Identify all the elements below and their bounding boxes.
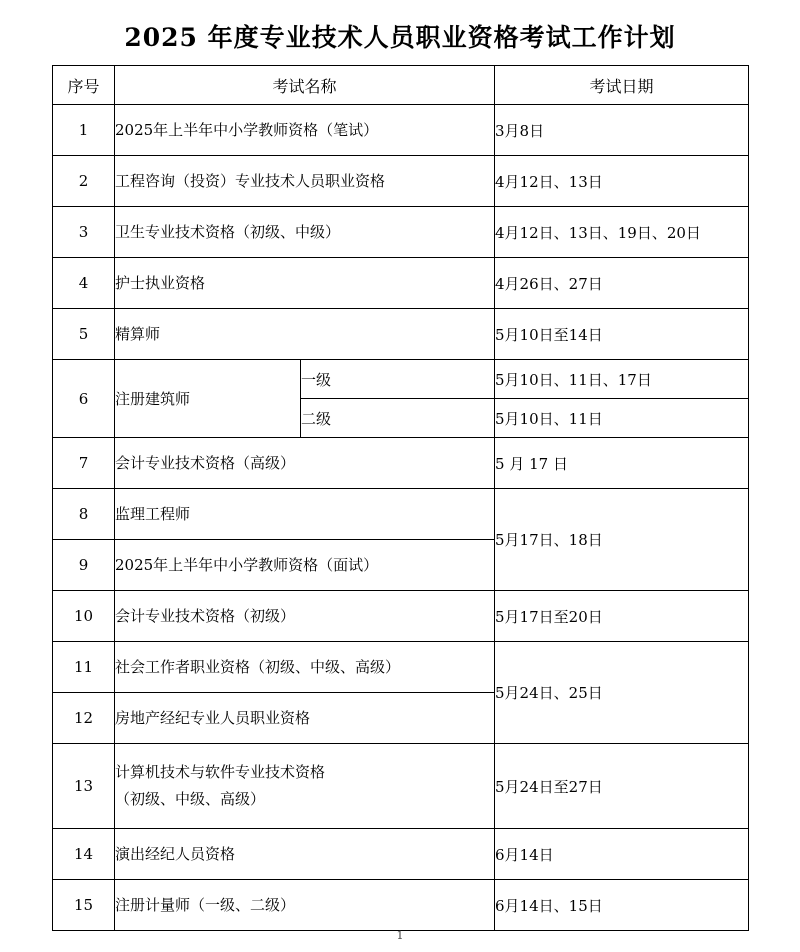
row-exam-name: 2025年上半年中小学教师资格（面试） — [115, 540, 495, 591]
row-no: 3 — [53, 207, 115, 258]
row-exam-date: 5月24日至27日 — [495, 744, 749, 829]
table-row — [53, 438, 749, 489]
row-exam-date: 5月17日至20日 — [495, 591, 749, 642]
row-exam-name — [115, 744, 495, 829]
row-exam-name: 房地产经纪专业人员职业资格 — [115, 693, 495, 744]
row-exam-name: 社会工作者职业资格（初级、中级、高级） — [115, 642, 495, 693]
row-exam-date: 4月12日、13日 — [495, 156, 749, 207]
column-header-no: 序号 — [53, 66, 115, 105]
row-no: 12 — [53, 693, 115, 744]
table-row — [53, 642, 749, 693]
row-exam-date: 6月14日、15日 — [495, 880, 749, 931]
row-exam-subcategory: 一级 — [301, 360, 495, 399]
row-no: 1 — [53, 105, 115, 156]
row-exam-date: 5 月 17 日 — [495, 438, 749, 489]
row-exam-name-line2: （初级、中级、高级） — [115, 790, 266, 809]
row-exam-date: 5月17日、18日 — [495, 489, 749, 591]
row-exam-name-line1: 计算机技术与软件专业技术资格 — [115, 762, 326, 781]
row-exam-date: 5月10日、11日 — [495, 399, 749, 438]
row-no: 6 — [53, 360, 115, 438]
row-no: 14 — [53, 829, 115, 880]
row-no: 11 — [53, 642, 115, 693]
column-header-name: 考试名称 — [115, 66, 495, 105]
row-exam-name: 会计专业技术资格（高级） — [115, 438, 495, 489]
exam-schedule-table — [52, 65, 749, 931]
row-exam-date: 4月12日、13日、19日、20日 — [495, 207, 749, 258]
row-exam-subcategory: 二级 — [301, 399, 495, 438]
row-no: 13 — [53, 744, 115, 829]
table-header-row — [53, 66, 749, 105]
row-no: 7 — [53, 438, 115, 489]
row-exam-name: 注册计量师（一级、二级） — [115, 880, 495, 931]
table-row — [53, 207, 749, 258]
page-title: 2025 年度专业技术人员职业资格考试工作计划 — [124, 23, 676, 52]
table-row — [53, 309, 749, 360]
table-row — [53, 829, 749, 880]
row-exam-name: 2025年上半年中小学教师资格（笔试） — [115, 105, 495, 156]
column-header-date: 考试日期 — [495, 66, 749, 105]
row-no: 5 — [53, 309, 115, 360]
table-row — [53, 360, 749, 399]
table-row — [53, 489, 749, 540]
row-exam-name: 会计专业技术资格（初级） — [115, 591, 495, 642]
row-no: 8 — [53, 489, 115, 540]
table-row — [53, 156, 749, 207]
row-exam-name: 工程咨询（投资）专业技术人员职业资格 — [115, 156, 495, 207]
row-exam-name: 演出经纪人员资格 — [115, 829, 495, 880]
table-row — [53, 880, 749, 931]
row-exam-date: 5月10日至14日 — [495, 309, 749, 360]
table-row — [53, 744, 749, 829]
page-number: 1 — [396, 929, 404, 942]
row-no: 15 — [53, 880, 115, 931]
row-exam-name: 精算师 — [115, 309, 495, 360]
row-no: 4 — [53, 258, 115, 309]
row-exam-date: 5月24日、25日 — [495, 642, 749, 744]
row-exam-name: 卫生专业技术资格（初级、中级） — [115, 207, 495, 258]
row-no: 9 — [53, 540, 115, 591]
table-row — [53, 591, 749, 642]
row-exam-name: 注册建筑师 — [115, 360, 301, 438]
table-row — [53, 105, 749, 156]
row-exam-date: 4月26日、27日 — [495, 258, 749, 309]
row-exam-date: 6月14日 — [495, 829, 749, 880]
row-exam-date: 3月8日 — [495, 105, 749, 156]
row-exam-date: 5月10日、11日、17日 — [495, 360, 749, 399]
row-no: 10 — [53, 591, 115, 642]
row-no: 2 — [53, 156, 115, 207]
row-exam-name: 护士执业资格 — [115, 258, 495, 309]
row-exam-name: 监理工程师 — [115, 489, 495, 540]
table-row — [53, 258, 749, 309]
